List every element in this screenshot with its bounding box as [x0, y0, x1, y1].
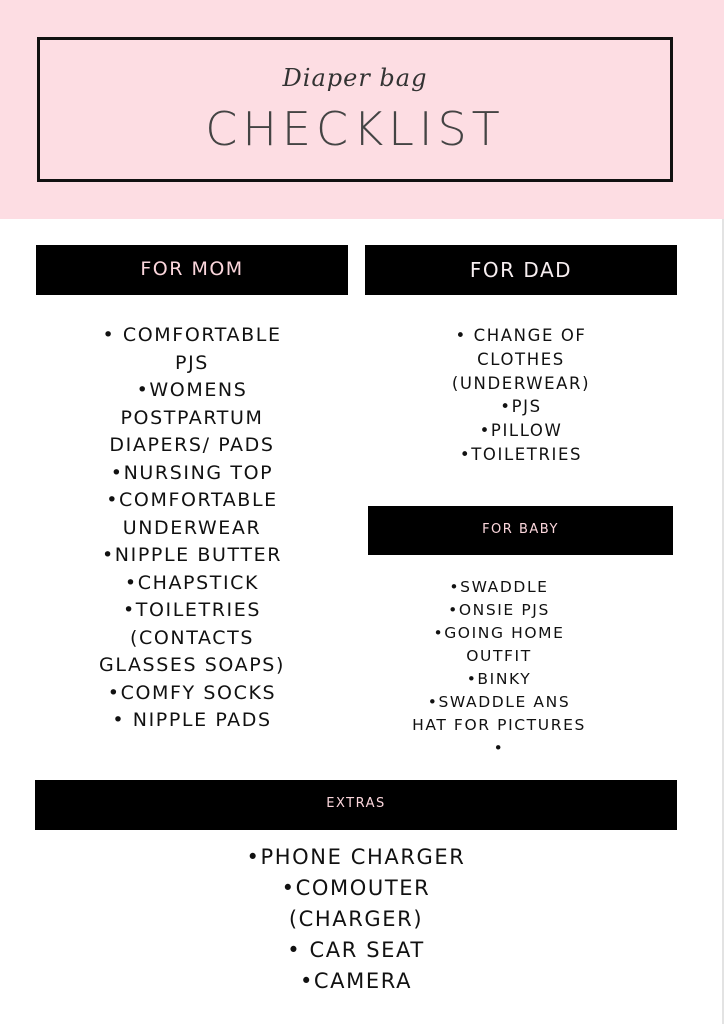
list-item: •BINKY — [466, 670, 532, 688]
title-box — [37, 37, 673, 182]
list-item: (CHARGER) — [288, 907, 424, 931]
subtitle: Diaper bag — [282, 64, 428, 92]
list-item: • — [493, 739, 505, 757]
list-item: PJS — [175, 351, 209, 374]
list-item: (CONTACTS — [130, 626, 254, 649]
section-heading-extras: EXTRAS — [35, 780, 677, 830]
section-heading-dad: FOR DAD — [365, 245, 677, 295]
list-item: •ONSIE PJS — [448, 601, 550, 619]
list-item: •NURSING TOP — [110, 461, 274, 484]
section-heading-baby: FOR BABY — [368, 506, 673, 555]
list-item: •SWADDLE — [449, 578, 549, 596]
list-item: • CHANGE OF — [455, 326, 587, 345]
list-item: •SWADDLE ANS — [427, 693, 571, 711]
list-item: •TOILETRIES — [122, 599, 262, 621]
list-item: •PJS — [500, 397, 542, 417]
list-item: POSTPARTUM — [120, 406, 264, 429]
list-item: •CHAPSTICK — [124, 571, 260, 594]
page-title: CHECKLIST — [205, 102, 505, 156]
list-item: •CAMERA — [299, 969, 413, 993]
extras-checklist — [35, 842, 677, 997]
list-item: •PILLOW — [479, 421, 563, 441]
list-item: •PHONE CHARGER — [246, 845, 466, 869]
list-item: DIAPERS/ PADS — [109, 434, 275, 456]
list-item: •WOMENS — [136, 379, 248, 401]
baby-checklist — [368, 576, 630, 760]
list-item: CLOTHES — [477, 349, 565, 369]
header-band — [0, 0, 724, 219]
list-item: (UNDERWEAR) — [451, 373, 591, 393]
list-item: • COMFORTABLE — [102, 324, 282, 346]
list-item: • NIPPLE PADS — [112, 709, 272, 731]
list-item: •COMFY SOCKS — [107, 681, 277, 704]
list-item: •GOING HOME — [433, 624, 565, 642]
list-item: GLASSES SOAPS) — [99, 654, 285, 676]
list-item: OUTFIT — [466, 647, 532, 665]
mom-checklist — [36, 322, 348, 735]
list-item: •COMOUTER — [281, 876, 431, 900]
list-item: •COMFORTABLE — [106, 489, 278, 511]
list-item: UNDERWEAR — [122, 516, 262, 539]
list-item: • CAR SEAT — [287, 938, 425, 962]
list-item: HAT FOR PICTURES — [412, 716, 586, 734]
dad-checklist — [365, 324, 677, 467]
list-item: •TOILETRIES — [459, 444, 583, 464]
section-heading-mom: FOR MOM — [36, 245, 348, 295]
list-item: •NIPPLE BUTTER — [102, 544, 282, 566]
